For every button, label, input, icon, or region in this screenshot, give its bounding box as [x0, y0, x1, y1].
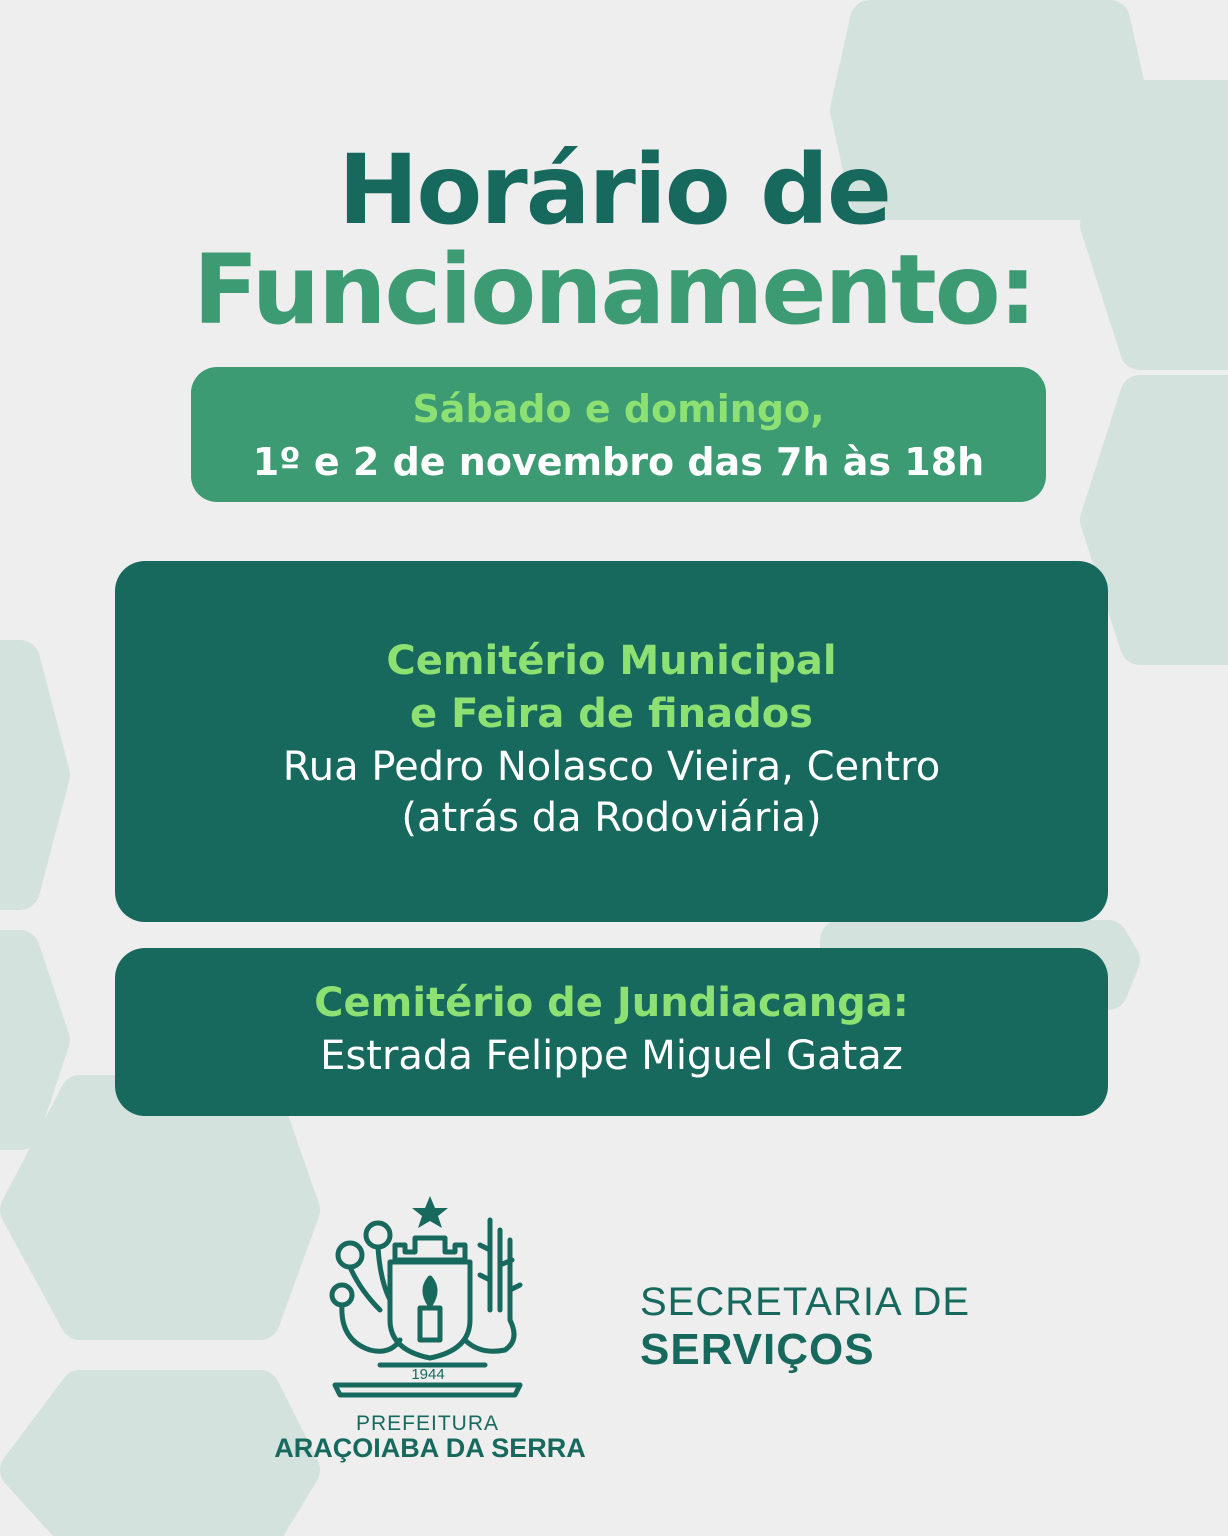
- schedule-days: Sábado e domingo,: [412, 387, 825, 431]
- location1-name-line1: Cemitério Municipal: [386, 638, 837, 684]
- secretaria-line-1: SECRETARIA DE: [640, 1280, 971, 1324]
- location1-reference: (atrás da Rodoviária): [401, 795, 822, 841]
- location-card-jundiacanga: [115, 948, 1108, 1116]
- page-title: [0, 134, 1228, 346]
- location1-address: Rua Pedro Nolasco Vieira, Centro: [282, 744, 941, 790]
- title-line-2: Funcionamento:: [192, 234, 1036, 346]
- secretaria-line-2: SERVIÇOS: [640, 1325, 875, 1374]
- location2-address: Estrada Felippe Miguel Gataz: [320, 1033, 903, 1079]
- location-card-municipal: [115, 561, 1108, 922]
- location2-name: Cemitério de Jundiacanga:: [314, 980, 909, 1026]
- star-icon: [412, 1196, 448, 1228]
- crest-year: 1944: [411, 1366, 445, 1383]
- title-line-1: Horário de: [338, 134, 890, 246]
- municipal-crest-icon: [320, 1190, 535, 1405]
- schedule-box: [191, 367, 1046, 502]
- location1-name-line2: e Feira de finados: [410, 691, 813, 737]
- prefeitura-city: ARAÇOIABA DA SERRA: [274, 1433, 586, 1463]
- schedule-dates-hours: 1º e 2 de novembro das 7h às 18h: [252, 440, 985, 484]
- prefeitura-label: PREFEITURA: [355, 1412, 499, 1435]
- torch-icon: [425, 1278, 435, 1305]
